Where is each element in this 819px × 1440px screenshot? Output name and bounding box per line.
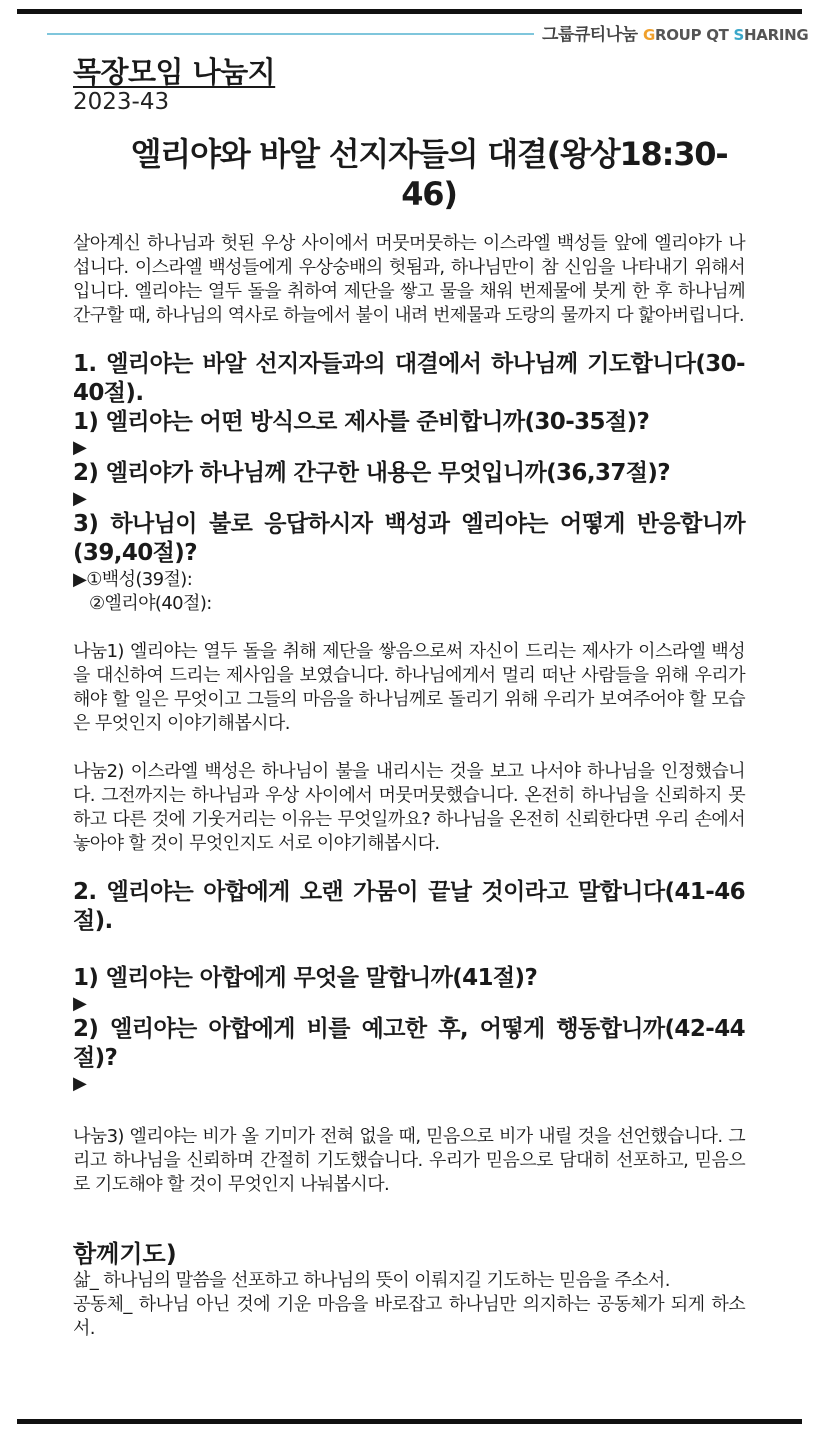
share-1: 나눔1) 엘리야는 열두 돌을 취해 제단을 쌓음으로써 자신이 드리는 제사가 이스라엘 백성을 대신하여 드리는 제사임을 보였습니다. 하나님에게서 멀리 떠난 사람들을 위해 우리가 해야 할 일은 무엇이고 그들의 마음을 하나님께로 돌리기 위해 우리가 보여주어야 할 모습은 무엇인지 이야기해봅시다. [73,641,745,734]
answer-marker: ▶ [73,1073,87,1094]
bottom-border [17,1419,802,1424]
header-rule [47,33,534,35]
answer-marker: ▶ [73,993,87,1014]
answer-marker: ▶ [73,437,87,458]
question-1-2: 2) 엘리야가 하나님께 간구한 내용은 무엇입니까(36,37절)? [73,460,671,486]
share-2: 나눔2) 이스라엘 백성은 하나님이 불을 내리시는 것을 보고 나서야 하나님을 인정했습니다. 그전까지는 하나님과 우상 사이에서 머뭇머뭇했습니다. 온전히 하나님을 신뢰하지 못하고 다른 것에 기웃거리는 이유는 무엇일까요? 하나님을 온전히 신뢰한다면 우리 손에서 놓아야 할 것이 무엇인지도 서로 이야기해봅시다. [73,761,745,854]
answer-people: ▶①백성(39절): [73,569,193,590]
lesson-title: 엘리야와 바알 선지자들의 대결(왕상18:30-46) [130,135,728,213]
intro-paragraph: 살아계신 하나님과 헛된 우상 사이에서 머뭇머뭇하는 이스라엘 백성들 앞에 엘리야가 나섭니다. 이스라엘 백성들에게 우상숭배의 헛됨과, 하나님만이 참 신임을 나타내기 위해서입니다. 엘리야는 열두 돌을 취하여 제단을 쌓고 물을 채워 번제물에 붓게 한 후 하나님께 간구할 때, 하나님의 역사로 하늘에서 불이 내려 번제물과 도랑의 물까지 다 핥아버립니다. [73,233,745,326]
question-2-2: 2) 엘리야는 아합에게 비를 예고한 후, 어떻게 행동합니까(42-44절)? [73,1016,745,1071]
question-2-1: 1) 엘리야는 아합에게 무엇을 말합니까(41절)? [73,965,538,991]
document-body [73,55,745,1341]
section-1-heading: 1. 엘리야는 바알 선지자들과의 대결에서 하나님께 기도합니다(30-40절). [73,351,745,406]
top-border [17,9,802,14]
section-2-heading: 2. 엘리야는 아합에게 오랜 가뭄이 끝날 것이라고 말합니다(41-46절). [73,879,745,934]
document-number: 2023-43 [73,89,170,115]
share-3: 나눔3) 엘리야는 비가 올 기미가 전혀 없을 때, 믿음으로 비가 내릴 것을 선언했습니다. 그리고 하나님을 신뢰하며 간절히 기도했습니다. 우리가 믿음으로 담대히 선포하고, 믿음으로 기도해야 할 것이 무엇인지 나눠봅시다. [73,1126,745,1195]
brand-korean: 그룹큐티나눔 [542,25,638,45]
answer-elijah: ②엘리야(40절): [89,593,212,614]
document-title: 목장모임 나눔지 [73,55,276,89]
question-1-1: 1) 엘리야는 어떤 방식으로 제사를 준비합니까(30-35절)? [73,409,650,435]
question-1-3: 3) 하나님이 불로 응답하시자 백성과 엘리야는 어떻게 반응합니까(39,40절)? [73,511,745,566]
prayer-community: 공동체_ 하나님 아닌 것에 기운 마음을 바로잡고 하나님만 의지하는 공동체가 되게 하소서. [73,1294,745,1339]
prayer-life: 삶_ 하나님의 말씀을 선포하고 하나님의 뜻이 이뤄지길 기도하는 믿음을 주소서. [73,1270,670,1291]
brand-logo: 그룹큐티나눔 GROUP QT SHARING [542,25,809,45]
prayer-title: 함께기도) [73,1240,177,1268]
answer-marker: ▶ [73,488,87,509]
